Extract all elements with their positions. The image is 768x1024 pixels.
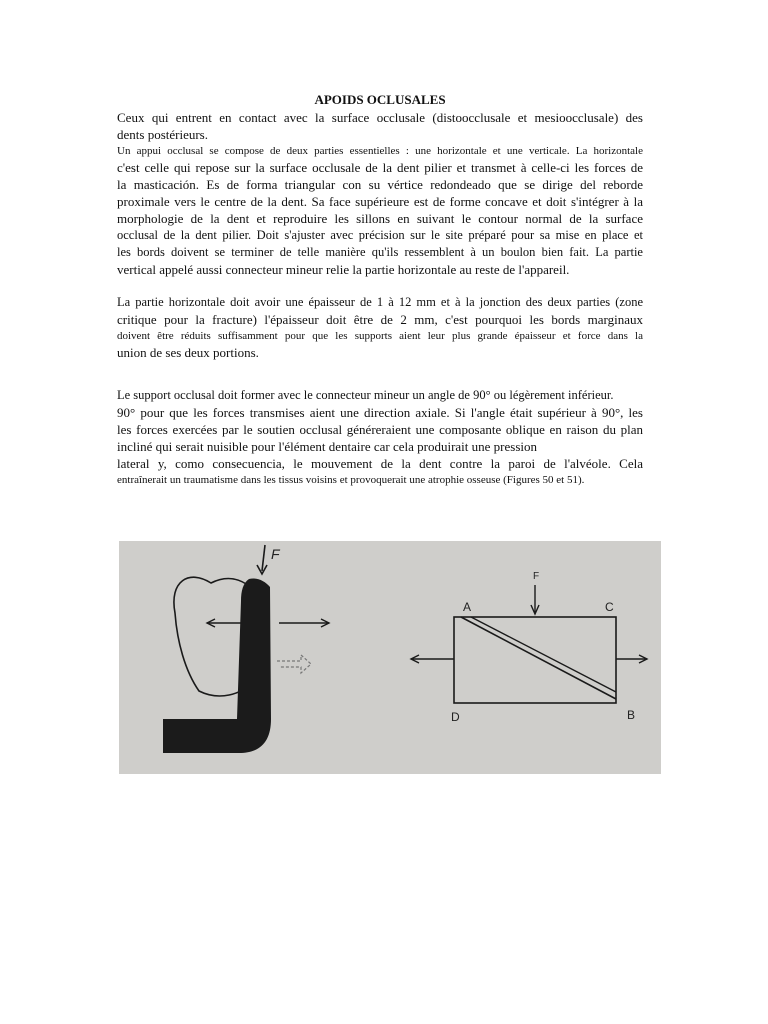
tooth-rest-diagram (163, 545, 329, 753)
text-line: incliné qui serait nuisible pour l'élément dentaire car cela produirait une pression (117, 439, 537, 454)
text-line: Ceux qui entrent en contact avec la surface occlusale (distoocclusale et mesioocclusale) des (117, 110, 643, 125)
text-line: les bords doivent se terminer de telle manière qu'ils ressemblent à un boulon bien fait. La partie (117, 245, 643, 259)
right-force-label: F (533, 571, 540, 582)
diagonal-line-2 (471, 617, 616, 692)
paragraph-1 (117, 109, 643, 143)
hollow-arrow (277, 655, 311, 673)
corner-label-d: D (451, 710, 460, 724)
text-line: entraînerait un traumatisme dans les tissus voisins et provoquerait une atrophie osseuse (Figures 50 et 51). (117, 474, 585, 486)
paragraph-3 (117, 294, 643, 361)
text-line: dents postérieurs. (117, 127, 208, 142)
corner-label-b: B (627, 708, 636, 722)
text-line: doivent être réduits suffisamment pour que les supports aient leur plus grande épaisseur et force dans la (117, 330, 643, 342)
text-line: la masticación. Es de forma triangular con su vértice redondeado que se dirige del reborde (117, 177, 643, 192)
force-arrow-shaft (262, 545, 265, 571)
occlusal-rest-shape (163, 578, 271, 753)
text-line: les forces exercées par le soutien occlusal généreraient une composante oblique en raison du plan (117, 422, 643, 437)
rectangle-outline (454, 617, 616, 703)
text-line: Le support occlusal doit former avec le connecteur mineur un angle de 90° ou légèrement inférieur. (117, 388, 614, 402)
document-body (117, 92, 643, 488)
text-line: lateral y, como consecuencia, le mouvement de la dent contre la paroi de l'alvéole. Cela (117, 456, 643, 471)
diagonal-line-1 (461, 617, 616, 699)
paragraph-spacer (117, 278, 643, 294)
figure-occlusal-rest-diagrams (119, 541, 661, 774)
text-line: 90° pour que les forces transmises aient une direction axiale. Si l'angle était supérieur à 90°, les (117, 405, 643, 420)
corner-label-c: C (605, 600, 614, 614)
text-line: Un appui occlusal se compose de deux parties essentielles : une horizontale et une verticale. La horizontale (117, 145, 643, 157)
text-line: union de ses deux portions. (117, 345, 259, 360)
paragraph-2 (117, 143, 643, 278)
text-line: vertical appelé aussi connecteur mineur relie la partie horizontale au reste de l'appareil. (117, 262, 570, 277)
paragraph-4 (117, 387, 643, 488)
force-rectangle-diagram (411, 571, 647, 724)
text-line: occlusal de la dent pilier. Doit s'ajuster avec précision sur le site préparé pour sa mise en place et (117, 228, 643, 242)
paragraph-spacer (117, 361, 643, 387)
document-title: APOIDS OCLUSALES (314, 92, 446, 107)
text-line: proximale vers le centre de la dent. Sa face supérieure est de forme concave et doit s'intégrer à la (117, 194, 643, 209)
figure-drawing (119, 541, 661, 774)
text-line: critique pour la fracture) l'épaisseur doit être de 2 mm, c'est pourquoi les bords marginaux (117, 312, 643, 327)
corner-label-a: A (463, 600, 472, 614)
text-line: morphologie de la dent et reproduire les sillons en suivant le contour normal de la surface (117, 211, 643, 226)
text-line: c'est celle qui repose sur la surface occlusale de la dent pilier et transmet à celle-ci les forces de (117, 160, 643, 175)
left-force-label: F (271, 546, 280, 562)
text-line: La partie horizontale doit avoir une épaisseur de 1 à 12 mm et à la jonction des deux parties (zone (117, 295, 643, 309)
